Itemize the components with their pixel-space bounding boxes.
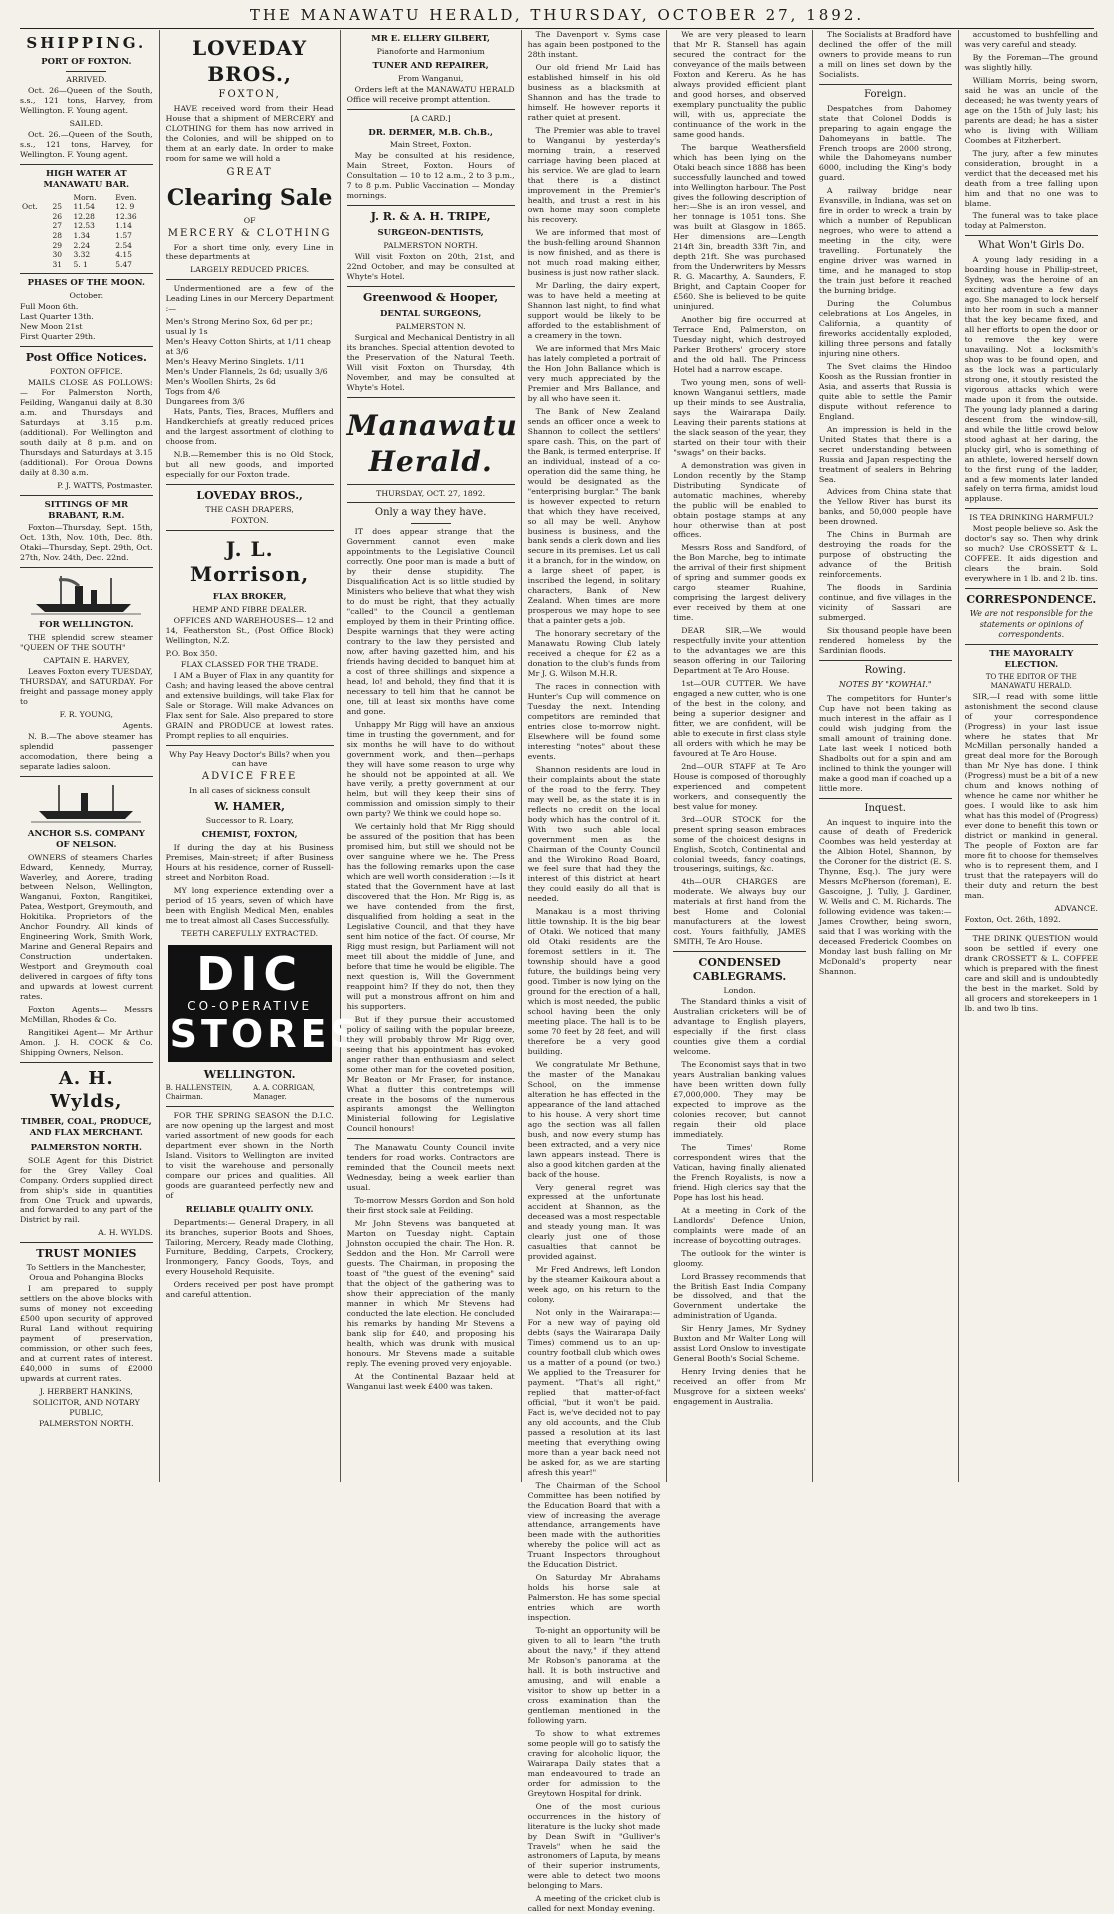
anchor-rangitikei: Rangitikei Agent— Mr Arthur Amon. J. H. COCK & Co. Shipping Owners, Nelson. [20,1028,153,1057]
list-item: Men's Strong Merino Sox, 6d per pr.; usual ly 1s [165,317,313,337]
gilbert-town: From Wanganui, [397,73,464,83]
news-paragraph: The Chairman of the School Committee has been notified by the Education Board that with a view of increasing the average attendance, arrangements have been made with the authorities whereby the police will act as Truant Inspectors throughout the Education District. [527,1480,661,1570]
foreign-paragraph: Six thousand people have been rendered homeless by the Sardinian floods. [818,626,952,656]
hats-text: Hats, Pants, Ties, Braces, Mufflers and Handkerchiefs at greatly reduced prices and the largest assortment of clothing to choose from. [165,407,334,446]
table-row: 31 5. 1 5.47 [52,259,132,269]
list-item: Men's Heavy Merino Singlets. 1/11 [165,357,305,367]
news-paragraph: A meeting of the cricket club is called for next Monday evening. [527,1894,661,1914]
sailed-text: Oct. 26.—Queen of the South, s.s., 121 tons, Harvey, for Wellington. F. Young agent. [20,129,153,159]
hamer-name: W. HAMER, [214,800,286,814]
cable-paragraph: The Standard thinks a visit of Australian cricketers will be of advantage to English players, especially if the first class counties give them a cordial welcome. [673,997,806,1057]
news-paragraph: Shannon residents are loud in their complaints about the state of the road to the ferry. They may well be, as the state it is in reflects no credit on the local body which has the control of it. With two such able local government men as the Chairman of the County Council and the Wirokino Road Board, we feel sure that had they the interest of this district at heart they could easily do all that is needed. [527,764,661,904]
list-item: Dungarees from 3/6 [165,397,245,407]
cable-paragraph: The Times' Rome correspondent wires that the Vatican, having finally alienated the French Royalists, is now a friend. High clerics say that the Pope has lost his head. [673,1142,806,1202]
column-3 [341,30,522,1482]
news-paragraph: We congratulate Mr Bethune, the master of the Manakau School, on the immense alteration he has effected in the appearance of the land attached to his house. A very short time ago the section was all fallen bush, and now every stump has been extracted, and a very nice lawn appears instead. There is also a good kitchen garden at the back of the house. [527,1059,661,1179]
gilbert-text: Orders left at the MANAWATU HERALD Office will receive prompt attention. [346,84,515,104]
teeth-line: TEETH CAREFULLY EXTRACTED. [181,928,319,938]
condensed-sub: London. [723,986,756,996]
moon-month: October. [69,291,104,301]
anchor-title: ANCHOR S.S. COMPANY OF NELSON. [27,828,145,850]
stevens-note: Mr John Stevens was banqueted at Marton on Tuesday night. Captain Johnston occupied the chair. The Hon. R. Seddon and the Hon. Mr Carroll were guests. The Chairman, in proposing the toast of "the guest of the evening" said that the object of the gathering was to show their appreciation of the manly manner in which Mr Stevens had conducted the late election. He concluded his remarks by handing Mr Stevens a bank slip for £40, and proposing his health, which was drunk with musical honours. Mr Stevens made a suitable reply. The evening proved very enjoyable. [346,1219,515,1368]
gilbert-intro: MR E. ELLERY GILBERT, [371,34,490,44]
loveday-title: LOVEDAY BROS., [192,36,308,86]
news-paragraph: One of the most curious occurrences in the history of literature is the lucky shot made by Dean Swift in "Gulliver's Travels" when he said the astronomers of Laputa, by means of their superior instruments, were able to detect two moons belonging to Mars. [527,1801,661,1891]
postmaster: P. J. WATTS, Postmaster. [57,480,153,490]
bazaar-note: At the Continental Bazaar held at Wanganui last week £400 was taken. [346,1371,515,1391]
trust-text: I am prepared to supply settlers on the above blocks with sums of money not exceeding £500 upon security of approved Rural Land without requiring payment of preservation, commission, or other such fees, and at current rates of interest. £40,000 in sums of £2000 upwards at current rates. [20,1284,153,1384]
nb-text: N.B.—Remember this is no Old Stock, but all new goods, and imported especially for our Foxton trade. [165,449,334,479]
morrison-trade: FLAX BROKER, [212,592,287,603]
cable-paragraph: Sir Henry James, Mr Sydney Buxton and Mr Walter Long will assist Lord Onslow to investigate General Booth's Social Scheme. [673,1324,806,1364]
steamer-body: Leaves Foxton every TUESDAY, THURSDAY, and SATURDAY. For freight and passage money apply to [20,667,153,707]
mercery-clothing: MERCERY & CLOTHING [167,227,332,239]
tripe-sub: SURGEON-DENTISTS, [377,228,484,239]
foreign-paragraph: The Svet claims the Hindoo Koosh as the Russian frontier in Asia, and asserts that Russia is quite able to settle the Pamir dispute without reference to England. [818,361,952,421]
card-label: [A CARD.] [410,113,451,123]
wylds-text: SOLE Agent for this District for the Grey Valley Coal Company. Orders supplied direct from ship's side in quantities from One Truck and upwards, and forwarded to any part of the District by rail. [20,1155,153,1225]
dic-mid: CO-OPERATIVE [187,998,313,1013]
mayor-text: SIR,—I read with some little astonishment the second clause of your correspondence (Progress) in your last issue where he states that Mr McMillan personally handed a great deal more for the Borough than Mr Nye has done. I think (Progress) must be a bit of a new chum and knows nothing of whence he came nor whither he goes. I would like to ask him what has this model of (Progress) ever done to benefit this town or district or mankind in general. The people of Foxton are far more fit to choose for themselves who is to represent them, and I trust that the ratepayers will do their duty and return the best man. [964,691,1098,901]
moon-line: First Quarter 29th. [20,332,96,342]
agent-name: F. R. YOUNG, [59,710,113,720]
morrison-address: OFFICES AND WAREHOUSES— 12 and 14, Featherston St., (Post Office Block) Wellington, N.Z. [165,615,334,645]
for-wellington: FOR WELLINGTON. [39,620,134,631]
dic-depts: Departments:— General Drapery, in all its branches, superior Boots and Shoes, Tailoring, Mercery, Ready made Clothing, Furniture, Bedding, Carpets, Crockery, Ironmongery, Fancy Goods, Toys, and every Household Requisite. [165,1217,334,1277]
steamer-note: N. B.—The above steamer has splendid passenger accomodation, there being a separate ladies saloon. [20,731,153,771]
cable-paragraph: At a meeting in Cork of the Landlords' Defence Union, complaints were made of an increase of boycotting outrages. [673,1205,806,1245]
sign-date: Foxton, Oct. 26th, 1892. [964,914,1061,924]
corr-note: We are not responsible for the statements or opinions of correspondents. [969,609,1093,639]
morrison-box: P.O. Box 350. [165,648,218,658]
inquest-title: Inquest. [864,802,906,814]
editorial-p2: Unhappy Mr Rigg will have an anxious time in trusting the government, and for six months he will have to do without government work, and then—perhaps they will have some reason to urge why he should not be appointed at all. We have verily, a pretty government at our helm, but will they keep their sins of commission and omission simply to their own party? We think we could hope so. [346,719,515,819]
greenwood-title: Greenwood & Hooper, [363,291,499,305]
tide-table: Morn. Even. Oct. 25 11.54 12. 9 26 12.28 12.36 27 12.53 1.14 28 1.34 1.57 29 2.24 2.54 30 3.32 4.15 31 5. 1 5.47 [20,193,153,270]
gilbert-sub: Pianoforte and Harmonium [376,46,485,56]
dic-post: Orders received per post have prompt and careful attention. [165,1280,334,1300]
arrived-text: Oct. 26—Queen of the South, s.s., 121 tons, Harvey, from Wellington. F. Young agent. [20,86,153,115]
news-paragraph: We are informed that Mrs Maic has lately completed a portrait of the Hon John Ballance which is very much appreciated by the Premier and Mrs Ballance, and by all who have seen it. [527,344,661,403]
great-label: GREAT [226,166,273,178]
anchor-steamship-icon [31,781,141,825]
table-row: Oct. 25 11.54 12. 9 [22,202,135,212]
loveday2-sub: THE CASH DRAPERS, [205,504,294,514]
county-note: The Manawatu County Council invite tenders for road works. Contractors are reminded that the Council meets next Wednesday, being a week earlier than usual. [346,1143,515,1193]
wylds-sign: A. H. WYLDS. [98,1228,153,1238]
moon-title: PHASES OF THE MOON. [27,278,145,289]
news-paragraph: The honorary secretary of the Manawatu Rowing Club lately received a cheque for £2 as a donation to the club's funds from Mr J. G. Wilson M.H.R. [527,629,661,679]
advice-free: ADVICE FREE [201,771,298,783]
foreign-paragraph: Advices from China state that the Yellow River has burst its banks, and 50,000 people have been drowned. [818,487,952,527]
anchor-agents: Foxton Agents— Messrs McMillan, Rhodes & Co. [20,1005,153,1025]
news-paragraph: The Premier was able to travel to Wanganui by yesterday's morning train, a reserved carriage having been placed at his service. We are glad to learn that there is a distinct improvement in the Premier's health, and trust a rest in his own home may soon complete his recovery. [527,125,661,225]
cable-paragraph: The outlook for the winter is gloomy. [673,1248,806,1268]
inquest-paragraph: The funeral was to take place today at Palmerston. [964,211,1098,231]
news-paragraph: 3rd—OUR STOCK for the present spring season embraces some of the choicest designs in English, Scotch, Continental and colonial tweeds, fancy coatings, trouserings, suitings, &c. [673,814,806,874]
foreign-paragraph: The Chins in Burmah are destroying the roads for the purpose of obstructing the advance of the British reinforcements. [818,530,952,580]
morrison-text: I AM a Buyer of Flax in any quantity for Cash; and having leased the above central and extensive buildings, will take Flax for Sale or Storage. Will make Advances on Flax sent for Sale. Also prepared to store GRAIN and PRODUCE at lowest rates. Prompt replies to all enquiries. [165,670,334,740]
column-6 [813,30,959,1482]
paper-name: Manawatu Herald. [346,408,518,478]
moon-line: Last Quarter 13th. [20,312,94,322]
loveday-town: FOXTON, [218,89,281,101]
agent-label: Agents. [122,720,153,730]
greenwood-sub: DENTAL SURGEONS, [379,309,482,320]
loveday2-title: LOVEDAY BROS., [196,488,303,502]
morrison-flax: FLAX CLASSED FOR THE TRADE. [180,659,319,669]
editorial-p4: But if they pursue their accustomed policy of sailing with the popular breeze, they will probably throw Mr Rigg over, seeing that his appointment has evoked anger rather than enthusiasm and select some other man for the coveted position, Mr Beaton or Mr Fraser, for instance. What a flutter this contretemps will create in the bosoms of the numerous aspirants amongst the Wellington Ministerial following for Legislative Council honours! [346,1014,515,1134]
news-paragraph: Our old friend Mr Laid has established himself in his old business as a blacksmith at Shannon and has the trade to himself. He however reports it rather quiet at present. [527,62,661,122]
high-water-title: HIGH WATER AT MANAWATU BAR. [43,168,130,190]
rowing-title: Rowing. [864,664,906,676]
trust-title: TRUST MONIES [36,1247,137,1261]
dic-town: WELLINGTON. [203,1068,296,1081]
list-item: Men's Under Flannels, 2s 6d; usually 3/6 [165,367,328,377]
rowing-by: NOTES BY "KOWHAI." [838,679,932,689]
hankins-name: J. HERBERT HANKINS, [39,1387,133,1397]
tripe-town: PALMERSTON NORTH. [383,241,478,251]
anchor-text: OWNERS of steamers Charles Edward, Kennedy, Murray, Waverley, and Aorere, trading between Nelson, Wellington, Wanganui, Foxton, Rangitikei, Patea, Westport, Greymouth, and Hokitika. Proprietors of the Anchor Foundry. All kinds of Engineering Work, Smith Work, Marine and General Repairs and Construction undertaken. Westport and Greymouth coal delivered in cargoes of fifty tons and upwards at lowest current rates. [20,852,153,1002]
paper-date: THURSDAY, OCT. 27, 1892. [376,488,486,498]
dic-reliable: RELIABLE QUALITY ONLY. [185,1204,314,1215]
arrived-label: ARRIVED. [66,75,107,85]
news-paragraph: Two young men, sons of well-known Wanganui settlers, made up their minds to see Australia, says the Wairarapa Daily. Leaving their parents stations at the slack season of the year, they started on their tour with their "swags" on their backs. [673,377,806,457]
dic-stores: STORES [169,1012,362,1057]
tea-title: IS TEA DRINKING HARMFUL? [969,513,1094,523]
mayor-title: THE MAYORALTY ELECTION. [989,648,1074,670]
undermentioned: Undermentioned are a few of the Leading Lines in our Mercery Department :— [165,284,334,314]
of-label: OF [243,215,256,225]
shipping-title: SHIPPING. [26,34,147,52]
news-paragraph: The barque Weathersfield which has been lying on the Otaki beach since 1888 has been successfully launched and towed into Wellington harbour. The Post gives the following description of her:—She is an iron vessel, and her tonnage is 1051 tons. She was built at Glasgow in 1865. Her dimensions are—Length 214ft 3in, breadth 33ft 7in, and depth 21ft. She was purchased from the Underwriters by Messrs R. G. Macarthy, A. Saunders, F. Bright, and Captain Cooper for £560. She is believed to be quite uninjured. [673,142,806,312]
table-row: 30 3.32 4.15 [52,250,132,260]
news-paragraph: Mr Darling, the dairy expert, was to have held a meeting at Shannon last night, to find what support would be likely to be afforded to the establishment of a creamery in the town. [527,281,661,341]
dermer-name: DR. DERMER, M.B. Ch.B., [368,127,493,138]
news-paragraph: We are very pleased to learn that Mr R. Stansell has again secured the contract for the conveyance of the mails between Foxton and Kereru. As he has always provided efficient plant and good horses, and observed exemplary punctuality the public will, with us, appreciate the continuance of the work in the same good hands. [673,30,806,139]
tomorrow-note: To-morrow Messrs Gordon and Son hold their first stock sale at Feilding. [346,1196,515,1216]
moon-line: Full Moon 6th. [20,302,79,312]
hamer-text: If during the day at his Business Premises, Main-street; if after Business Hours at his residence, corner of Russell-street and Norbiton Road. [165,843,334,883]
columns [14,30,1104,1914]
cable-paragraph: Henry Irving denies that he received an offer from Mr Musgrove for a sixteen weeks' engagement in Australia. [673,1367,806,1407]
drink-question: THE DRINK QUESTION would soon be settled if every one drank CROSSETT & L. COFFEE which is prepared with the finest care and skill and is undoubtedly the best in the market. Sold by all grocers and storekeepers in 1 lb. and two lb tins. [964,933,1098,1013]
inquest-text: An inquest to inquire into the cause of death of Frederick Coombes was held yesterday at the Albion Hotel, Shannon, by the Coroner for the district (E. S. Thynne, Esq.). The jury were Messrs McPherson (foreman), E. Gascoigne, J. Tully, J. Gardiner, W. Wells and C. M. Richards. The following evidence was taken:— James Crowther, being sworn, said that I was working with the deceased Frederick Coombes on Monday last bush falling on Mr McDonald's property near Shannon. [818,817,952,977]
hankins-title: SOLICITOR, AND NOTARY PUBLIC, [32,1398,140,1418]
mayor-to: TO THE EDITOR OF THE MANAWATU HERALD. [985,672,1077,690]
sailed-label: SAILED. [69,118,103,128]
foreign-paragraph: An impression is held in the United States that there is a secret understanding between Russia and Japan respecting the treatment of sealers in Behring Sea. [818,424,952,484]
editorial-p3: We certainly hold that Mr Rigg should be assured of the position that has been promised him, but still we should not be over sanguine where we he. The Press has the following remarks upon the case which are well worth consideration :—Is it stated that the Government have at last discovered that the Hon. Mr Rigg is, as we have contended from the first, disqualified from holding a seat in the Legislative Council, and that they have sent him notice of the fact. Of course, Mr Rigg must resign, but Parliament will not meet till about the middle of June, and before that time he would be eligible. The next question is, Will the Government reappoint him? If they do not, then they will put a monstrous affront on him and his supporters. [346,822,515,1011]
loveday2-town: FOXTON. [230,515,269,525]
foreign-paragraph: The floods in Sardinia continue, and five villages in the vicinity of Sassari are submerged. [818,583,952,623]
table-row: 28 1.34 1.57 [52,230,132,240]
column-7 [959,30,1104,1482]
list-item: Men's Woollen Shirts, 2s 6d [165,377,276,387]
dic-logo [168,945,362,1062]
greenwood-text: Surgical and Mechanical Dentistry in all its branches. Special attention devoted to the Preservation of the Natural Teeth. Will visit Foxton on Thursday, 4th November, and may be consulted at Whyte's Hotel. [346,333,515,392]
editorial-title: Only a way they have. [374,507,487,519]
dermer-address: Main Street, Foxton. [389,140,472,150]
corr-title: CORRESPONDENCE. [966,593,1097,607]
reduced-prices: LARGELY REDUCED PRICES. [190,265,310,275]
tripe-title: J. R. & A. H. TRIPE, [370,210,491,224]
girls-title: What Won't Girls Do. [978,240,1085,252]
editorial-p1: IT does appear strange that the Government cannot even make appointments to the Legislative Council correctly. One poor man is made a butt of by their dense stupidity. The Disqualification Act is so little studied by Ministers who believe that what they wish to do must be right, that they actually "called" to the Council a gentleman employed by them in their Printing office. Despite warnings that they were acting contrary to the law they persisted and now, after having gazetted him, and his friends having decided to banquet him at a cost of three shillings and sixpence a head, lo! and behold, they find that it is necessary to tell him that he cannot be one, till at least six months have come and gone. [346,527,515,716]
tripe-text: Will visit Foxton on 20th, 21st, and 22nd October, and may be consulted at Whyte's Hotel. [346,252,515,282]
foreign-paragraph: Despatches from Dahomey state that Colonel Dodds is preparing to again engage the Dahomeyans in battle. The French troops are 2000 strong, while the Dahomeyans number 6000, including the King's body guard. [818,103,952,183]
news-paragraph: Mr Fred Andrews, left London by the steamer Kaikoura about a week ago, on his return to the colony. [527,1265,661,1305]
morrison-trade2: HEMP AND FIBRE DEALER. [192,604,307,614]
dic-manager: A. A. CORRIGAN, Manager. [253,1084,316,1102]
news-paragraph: Not only in the Wairarapa:—For a new way of paying old debts (says the Wairarapa Daily Times) commend us to an up-country football club which owes us a matter of a pound (or two.) We applied to the Treasurer for payment. "That's all right," replied that matter-of-fact official, "but it won't be paid. Fact is, we've decided not to pay any old accounts, and the Club passed a resolution at its last meeting that everything owing more than a year back need not be asked for, as we are starting afresh this year!" [527,1308,661,1477]
trust-sub: To Settlers in the Manchester, Oroua and Pohangina Blocks [26,1263,146,1283]
steamship-icon [31,572,141,616]
sign-name: ADVANCE. [1054,903,1098,913]
news-paragraph: DEAR SIR,—We would respectfully invite your attention to the advantages we are this season offering in our Tailoring Department at Te Aro House. [673,626,806,676]
hankins-town: PALMERSTON NORTH. [39,1419,134,1428]
doctors-question: Why Pay Heavy Doctor's Bills? when you can have [169,749,331,769]
greenwood-town: PALMERSTON N. [395,322,466,332]
tea-text: Most people believe so. Ask the doctor's say so. Then why drink so much? Use CROSSETT & L. COFFEE. It aids digestion and clears the brain. Sold everywhere in 1 lb. and 2 lb. tins. [964,524,1098,584]
morrison-name: J. L. Morrison, [190,536,310,587]
news-paragraph: 1st—OUR CUTTER. We have engaged a new cutter, who is one of the best in the colony, and being a superior designer and fitter, we are confident, will be able to execute in first class style all orders with which he may be favoured at Te Aro House. [673,679,806,758]
hamer-title: CHEMIST, FOXTON, [201,830,298,841]
inquest-paragraph: The jury, after a few minutes consideration, brought in a verdict that the deceased met his death from a tree falling upon him and that no one was to blame. [964,148,1098,208]
post-title: Post Office Notices. [25,351,147,365]
news-paragraph: We are informed that most of the bush-felling around Shannon is now finished, and as there is not much road making either, business is just now rather slack. [527,228,661,278]
gilbert-trade: TUNER AND REPAIRER, [372,60,489,71]
captain: CAPTAIN E. HARVEY, [43,656,130,666]
cases-line: In all cases of sickness consult [188,786,311,796]
post-sub: FOXTON OFFICE. [50,367,123,377]
post-text: MAILS CLOSE AS FOLLOWS:— For Palmerston North, Feilding, Wanganui daily at 8.30 a.m. and Thursdays and Saturdays at 3.15 p.m. (additional). For Wellington and south daily at 8 p.m. and on Thursdays and Saturdays at 3.15 (additional). For Oroua Downs daily at 8.30 a.m. [20,378,153,477]
news-paragraph: 2nd—OUR STAFF at Te Aro House is composed of thoroughly experienced and competent workers, and consequently the best value for money. [673,761,806,811]
news-paragraph: Very general regret was expressed at the unfortunate accident at Shannon, as the deceased was a most respectable and steady young man. It was clearly just one of those casualties that cannot be provided against. [527,1182,661,1262]
news-paragraph: The Bank of New Zealand sends an officer once a week to Shannon to collect the settlers' spare cash. This, on the part of the Bank, is termed enterprise. If an individual, instead of a co-operation did the same thing, he would be designated as the "enterprising burglar." The bank is however expected to return that which they have received, so all may be well. Anyhow business is business, and the bank sends a clerk down and lies secure in its premises. Let us call it a branch, for in the window, on a large sheet of paper, is inscribed the legend, in solitary characters, Bank of New Zealand. When times are more prosperous we may hope to see that a painter gets a job. [527,406,661,626]
column-4 [522,30,668,1914]
list-item: Men's Heavy Cotton Shirts, at 1/11 cheap at 3/6 [165,337,331,357]
hamer-text2: MY long experience extending over a period of 15 years, seven of which have been with English Medical Men, enables me to treat almost all Cases Successfully. [165,886,334,925]
sittings-title: SITTINGS OF MR BRABANT, R.M. [44,499,129,521]
news-paragraph: On Saturday Mr Abrahams holds his horse sale at Palmerston. He has some special entries which are worth inspection. [527,1573,661,1623]
steamer-text: THE splendid screw steamer "QUEEN OF THE SOUTH" [20,633,153,653]
dic-spring: FOR THE SPRING SEASON the D.I.C. are now opening up the largest and most varied assortment of new goods for each department ever shown in the North Island. Visitors to Wellington are invited to visit the warehouse and personally compare our prices and qualities. All goods are guaranteed perfectly new and of [165,1110,334,1200]
clearing-sale: Clearing Sale [166,184,333,211]
inquest-paragraph: William Morris, being sworn, said he was an uncle of the deceased; he was twenty years of age on the 15th of July last; his parents are dead; he has a sister who is living with William Coombes at Fitzherbert. [964,75,1098,145]
inquest-paragraph: accustomed to bushfelling and was very careful and steady. [964,30,1098,49]
moon-line: New Moon 21st [20,322,83,332]
wylds-trade: TIMBER, COAL, PRODUCE, AND FLAX MERCHANT. [20,1117,152,1138]
table-row: 27 12.53 1.14 [52,221,132,231]
hamer-sub: Successor to R. Loary, [205,816,294,826]
news-paragraph: 4th—OUR CHARGES are moderate. We always buy our materials at first hand from the best Home and Colonial manufacturers at the lowest cost. Yours faithfully, JAMES SMITH, Te Aro House. [673,877,806,947]
table-row: 29 2.24 2.54 [52,240,132,250]
foreign-paragraph: During the Columbus celebrations at Los Angeles, in California, a quantity of fireworks accidentally exploded, killing three persons and fatally injuring nine others. [818,299,952,358]
column-2 [160,30,362,1482]
condensed-title: CONDENSED CABLEGRAMS. [692,956,787,984]
news-paragraph: The Davenport v. Syms case has again been postponed to the 28th instant. [527,30,661,59]
sittings-text: Foxton—Thursday, Sept. 15th, Oct. 13th, Nov. 10th, Dec. 8th. Otaki—Thursday, Sept. 29th, Oct. 27th, Nov. 24th, Dec. 22nd. [20,523,153,563]
news-paragraph: A demonstration was given in London recently by the Stamp Distributing Syndicate of automatic machines, whereby the public will be enabled to obtain postage stamps at any hour otherwise than at post offices. [673,460,806,540]
news-paragraph: The races in connection with Hunter's Cup will commence on Tuesday the next. Intending competitors are reminded that entries close to-morrow night. Elsewhere will be found some interesting "notes" about these events. [527,682,661,761]
wylds-name: A. H. Wylds, [50,1067,123,1112]
girls-text: A young lady residing in a boarding house in Phillip-street, Sydney, was the heroine of an exciting adventure a few days ago. She managed to lock herself into her room in such a manner that the key became fixed, and all her efforts to open the door or to remove the key were unavailing. Not a locksmith's shop was to be found open, and as the lock was a particularly strong one, it stoutly resisted the vigorous attacks which were made upon it from the outside. The young lady planned a daring descent from the window-sill, and while the little crowd below stood aghast at her daring, the plucky girl, who is something of an athlete, lowered herself down to the first rung of the ladder, and a few moments later landed safely on terra firma, amidst loud applause. [964,255,1098,504]
foreign-paragraph: A railway bridge near Evansville, in Indiana, was set on fire in order to wreck a train by which a number of Republican negroes, who were to attend a meeting in the city, were travelling. Fortunately the engine driver was warned in time, and he managed to stop the train just before it reached the burning bridge. [818,186,952,296]
list-item: Togs from 4/6 [165,387,221,397]
sale-terms: For a short time only, every Line in these departments at [165,242,334,262]
port-title: PORT OF FOXTON. [41,57,132,68]
column-1 [14,30,160,1482]
news-paragraph: Another big fire occurred at Terrace End, Palmerston, on Tuesday night, which destroyed Parker Brothers' grocery store and the old hall. The Princess Hotel had a narrow escape. [673,315,806,374]
cable-paragraph: The Economist says that in two years Australian banking values have been written down fully £7,000,000. They may be expected to improve as the colonies recover, but cannot regain their old place immediately. [673,1060,806,1139]
wylds-town: PALMERSTON NORTH. [30,1142,142,1153]
masthead: THE MANAWATU HERALD, THURSDAY, OCTOBER 27, 1892. [20,6,1094,29]
inquest-paragraph: By the Foreman—The ground was slightly hilly. [964,52,1098,72]
loveday-intro: HAVE received word from their Head House that a shipment of MERCERY and CLOTHING for them has now arrived in the Colonies, and will be shipped on to them at an early date. In order to make room for same we will hold a [165,103,334,163]
column-5 [667,30,813,1482]
rowing-text: The competitors for Hunter's Cup have not been taking as much interest in the affair as I could wish judging from the small amount of training done. Late last week I noticed both Shadbolts out for a spin and am inclined to think the younger will make a good man if coached up a little more. [818,694,952,793]
news-paragraph: The Socialists at Bradford have declined the offer of the mill owners to provide means to run a mill on lines set down by the Socialists. [818,30,952,79]
news-paragraph: Manakau is a most thriving little township. It is the big bear of Otaki. We noticed that many old Otaki residents are the foremost settlers in it. The township should have a good future, the buildings being very good. Timber is now lying on the ground for the erection of a hall, which is most needed, the public school having been the only meeting place. The hall is to be some 70 feet by 28 feet, and will therefore be a very good building. [527,907,661,1056]
dermer-text: May be consulted at his residence, Main Street, Foxton. Hours of Consultation — 10 to 12 a.m., 2 to 3 p.m., 7 to 8 p.m. Public Vaccination — Monday mornings. [346,151,515,201]
cable-paragraph: Lord Brassey recommends that the British East India Company be dissolved, and that the Government undertake the administration of Uganda. [673,1271,806,1321]
dic-big: DIC [196,946,304,1001]
news-paragraph: Messrs Ross and Sandford, of the Bon Marche, beg to intimate the arrival of their first shipment of spring and summer goods ex cargo steamer Ruahine, comprising the largest delivery ever received by them at one time. [673,543,806,623]
table-row: 26 12.28 12.36 [52,211,137,221]
news-paragraph: To-night an opportunity will be given to all to learn "the truth about the navy," if they attend Mr Robson's panorama at the hall. It is both instructive and amusing, and will enable a visitor to show up better in a cross examination than the gentleman mentioned in the following yarn. [527,1626,661,1725]
foreign-title: Foreign. [864,88,907,100]
dic-chairman: B. HALLENSTEIN, Chairman. [165,1084,233,1102]
news-paragraph: To show to what extremes some people will go to satisfy the craving for alcoholic liquor, the Wairarapa Daily states that a man endeavoured to trade an order for admission to the Greytown Hospital for drink. [527,1728,661,1798]
